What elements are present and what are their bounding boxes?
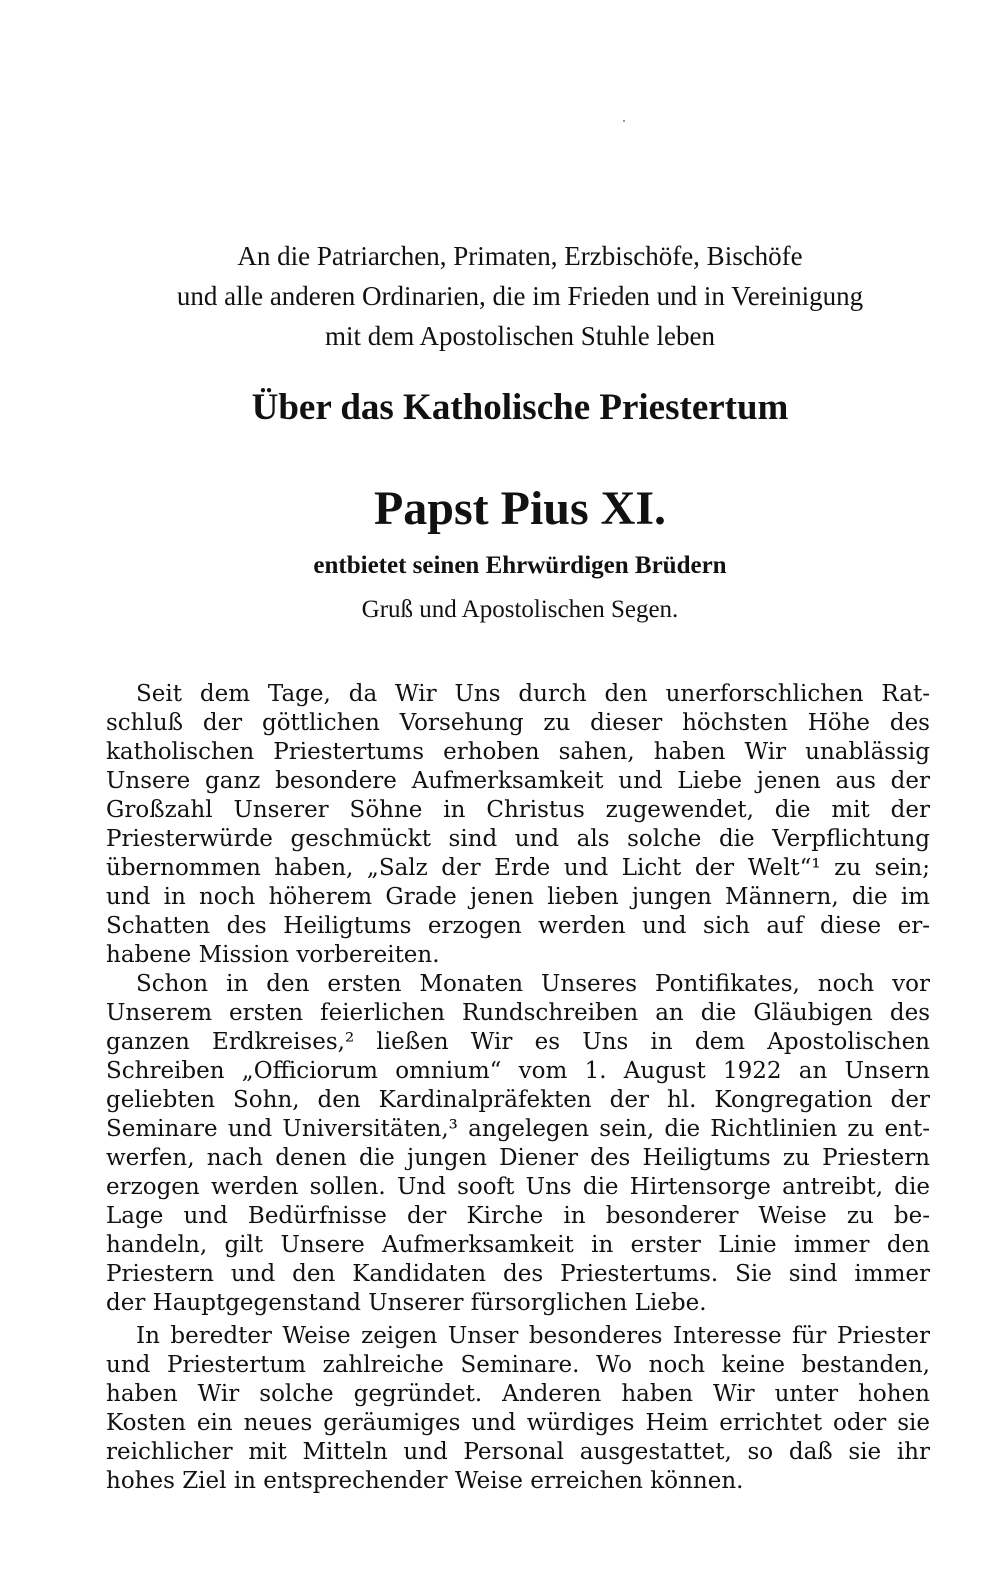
text-line: Seminare und Universitäten,³ angelegen sein, die Richtlinien zu ent- bbox=[106, 1116, 930, 1142]
text-line: ganzen Erdkreises,² ließen Wir es Uns in dem Apostolischen bbox=[106, 1029, 930, 1055]
text-line: Schreiben „Officiorum omnium“ vom 1. August 1922 an Unsern bbox=[106, 1058, 930, 1084]
text-line: erzogen werden sollen. Und sooft Uns die Hirtensorge antreibt, die bbox=[106, 1174, 930, 1200]
text-line: und in noch höherem Grade jenen lieben jungen Männern, die im bbox=[106, 884, 930, 910]
text-line: schluß der göttlichen Vorsehung zu dieser höchsten Höhe des bbox=[106, 710, 930, 736]
text-line: Lage und Bedürfnisse der Kirche in besonderer Weise zu be- bbox=[106, 1203, 930, 1229]
paragraph bbox=[106, 1322, 930, 1496]
text-line: und Priestertum zahlreiche Seminare. Wo noch keine bestanden, bbox=[106, 1352, 930, 1378]
body-text bbox=[106, 680, 930, 1496]
address-block bbox=[90, 236, 950, 356]
address-line: mit dem Apostolischen Stuhle leben bbox=[325, 321, 715, 351]
address-line: An die Patriarchen, Primaten, Erzbischöfe, Bischöfe bbox=[237, 241, 803, 271]
paragraph bbox=[106, 680, 930, 970]
text-line: reichlicher mit Mitteln und Personal ausgestattet, so daß sie ihr bbox=[106, 1439, 930, 1465]
text-line: Priesterwürde geschmückt sind und als solche die Verpflichtung bbox=[106, 826, 930, 852]
text-line: haben Wir solche gegründet. Anderen haben Wir unter hohen bbox=[106, 1381, 930, 1407]
text-line: katholischen Priestertums erhoben sahen, haben Wir unablässig bbox=[106, 739, 930, 765]
document-title: Über das Katholische Priestertum bbox=[251, 387, 789, 428]
text-line: In beredter Weise zeigen Unser besonderes Interesse für Priester bbox=[136, 1323, 930, 1349]
text-line: geliebten Sohn, den Kardinalpräfekten der hl. Kongregation der bbox=[106, 1087, 930, 1113]
text-line: Kosten ein neues geräumiges und würdiges Heim errichtet oder sie bbox=[106, 1410, 930, 1436]
text-line: Seit dem Tage, da Wir Uns durch den unerforschlichen Rat- bbox=[136, 681, 930, 707]
address-line: und alle anderen Ordinarien, die im Frieden und in Vereinigung bbox=[176, 281, 864, 311]
text-line: habene Mission vorbereiten. bbox=[106, 942, 440, 968]
greeting-line: Gruß und Apostolischen Segen. bbox=[361, 596, 679, 623]
text-line: handeln, gilt Unsere Aufmerksamkeit in erster Linie immer den bbox=[106, 1232, 930, 1258]
text-line: Schatten des Heiligtums erzogen werden und sich auf diese er- bbox=[106, 913, 930, 939]
text-line: Unserem ersten feierlichen Rundschreiben an die Gläubigen des bbox=[106, 1000, 930, 1026]
text-line: werfen, nach denen die jungen Diener des Heiligtums zu Priestern bbox=[106, 1145, 930, 1171]
text-line: der Hauptgegenstand Unserer fürsorglichen Liebe. bbox=[106, 1290, 707, 1316]
text-line: Schon in den ersten Monaten Unseres Pontifikates, noch vor bbox=[136, 971, 930, 997]
scan-speck bbox=[623, 120, 625, 122]
text-line: Unsere ganz besondere Aufmerksamkeit und Liebe jenen aus der bbox=[106, 768, 930, 794]
text-line: Großzahl Unserer Söhne in Christus zugewendet, die mit der bbox=[106, 797, 930, 823]
text-line: übernommen haben, „Salz der Erde und Licht der Welt“¹ zu sein; bbox=[106, 855, 930, 881]
greeting-line: entbietet seinen Ehrwürdigen Brüdern bbox=[313, 552, 727, 579]
text-line: hohes Ziel in entsprechender Weise erreichen können. bbox=[106, 1468, 744, 1494]
sender-heading: Papst Pius XI. bbox=[373, 482, 667, 535]
text-line: Priestern und den Kandidaten des Priestertums. Sie sind immer bbox=[106, 1261, 930, 1287]
paragraph bbox=[106, 970, 930, 1318]
